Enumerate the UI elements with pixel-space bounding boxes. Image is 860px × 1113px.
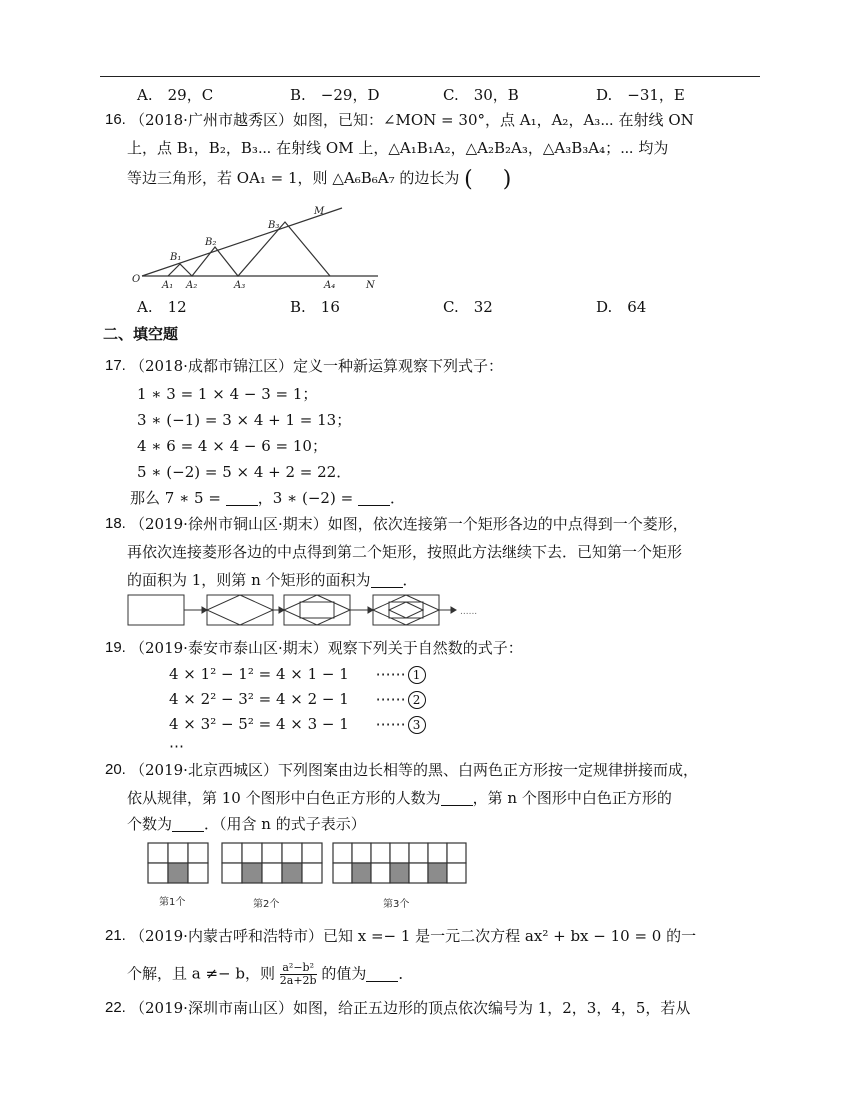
q18-line3-b: ． — [402, 571, 418, 589]
q16-option-a: A. 12 — [137, 298, 187, 316]
header-rule — [100, 76, 760, 77]
label-m: M — [314, 206, 325, 217]
q20-line2-a: 依从规律，第 10 个图形中白色正方形的人数为 — [127, 789, 441, 807]
q20-line3-b: ．（用含 n 的式子表示） — [204, 815, 366, 833]
q17-last-c: ． — [389, 489, 405, 507]
q19-number: 19. — [105, 639, 126, 656]
q17-last-line — [130, 488, 405, 508]
q18-figure — [127, 592, 497, 628]
option-c: C. 30，B — [443, 86, 519, 104]
q16-line3-text: 等边三角形，若 OA₁ = 1，则 △A₆B₆A₇ 的边长为 — [127, 169, 460, 187]
label-a4: A₄ — [324, 280, 336, 290]
label-b2: B₂ — [205, 237, 217, 248]
q21-line2 — [127, 962, 413, 987]
option-b: B. −29，D — [290, 86, 380, 104]
q21-line2-a: 个解，且 a ≠− b，则 — [127, 964, 275, 983]
q16-number: 16. — [105, 111, 126, 128]
q16-line1: （2018·广州市越秀区）如图，已知：∠MON = 30°，点 A₁，A₂，A₃⋯ 在射线 ON — [130, 111, 694, 129]
q20-figure — [145, 840, 475, 910]
q18-line1: （2019·徐州市铜山区·期末）如图，依次连接第一个矩形各边的中点得到一个菱形， — [130, 515, 688, 533]
q16-option-d: D. 64 — [596, 298, 647, 316]
q18-line2: 再依次连接菱形各边的中点得到第二个矩形，按照此方法继续下去．已知第一个矩形 — [127, 543, 683, 561]
q16-option-b: B. 16 — [290, 298, 340, 316]
label-b1: B₁ — [170, 252, 182, 263]
q17-expr4: 5 ∗ (−2) = 5 × 4 + 2 = 22． — [137, 463, 352, 481]
q20-line2 — [127, 788, 672, 808]
q20-line1: （2019·北京西城区）下列图案由边长相等的黑、白两色正方形按一定规律拼接而成， — [130, 761, 698, 779]
q20-line3-a: 个数为 — [127, 815, 173, 833]
q19-expr2 — [169, 689, 426, 709]
q20-line2-b: ，第 n 个图形中白色正方形的 — [472, 789, 672, 807]
answer-paren-open: ( — [464, 167, 473, 192]
q20-line3 — [127, 814, 366, 834]
q18-number: 18. — [105, 515, 126, 532]
circled-number: 3 — [408, 716, 426, 734]
section-heading: 二、填空题 — [103, 325, 179, 343]
fig-caption-3: 第3个 — [383, 899, 410, 910]
q19-line1: （2019·泰安市泰山区·期末）观察下列关于自然数的式子： — [130, 639, 523, 657]
q16-line2: 上，点 B₁，B₂，B₃⋯ 在射线 OM 上，△A₁B₁A₂，△A₂B₂A₃，△A₃B₃A₄；⋯ 均为 — [127, 139, 669, 157]
q18-line3-a: 的面积为 1，则第 n 个矩形的面积为 — [127, 571, 371, 589]
q16-line3 — [127, 168, 511, 190]
q19-expr1-text: 4 × 1² − 1² = 4 × 1 − 1 — [169, 665, 349, 683]
q21-line2-c: ． — [398, 964, 414, 983]
q17-last-b: ，3 ∗ (−2) = — [257, 489, 354, 507]
q19-ellipsis: ⋯ — [169, 737, 184, 755]
answer-blank[interactable] — [371, 573, 403, 588]
fraction — [280, 962, 317, 987]
q21-number: 21. — [105, 927, 126, 944]
label-a2: A₂ — [186, 280, 198, 290]
leader-dots: ⋯⋯ — [375, 665, 406, 683]
answer-blank[interactable] — [358, 491, 390, 506]
circled-number: 2 — [408, 691, 426, 709]
q17-expr1: 1 ∗ 3 = 1 × 4 − 3 = 1； — [137, 385, 318, 403]
option-d: D. −31，E — [596, 86, 685, 104]
q18-line3 — [127, 570, 418, 590]
answer-blank[interactable] — [172, 817, 204, 832]
fraction-denominator: 2a+2b — [279, 974, 317, 987]
q19-expr2-text: 4 × 2² − 3² = 4 × 2 − 1 — [169, 690, 349, 708]
label-o: O — [132, 274, 141, 285]
answer-blank[interactable] — [226, 491, 258, 506]
q17-last-a: 那么 7 ∗ 5 = — [130, 489, 221, 507]
q21-line1: （2019·内蒙古呼和浩特市）已知 x =− 1 是一元二次方程 ax² + bx − 10 = 0 的一 — [130, 927, 697, 945]
answer-blank[interactable] — [366, 967, 398, 982]
label-n: N — [366, 280, 375, 290]
answer-paren-close: ) — [502, 167, 512, 192]
q16-option-c: C. 32 — [443, 298, 493, 316]
label-a1: A₁ — [162, 280, 174, 290]
q17-line1: （2018·成都市锦江区）定义一种新运算观察下列式子： — [130, 357, 503, 375]
leader-dots: ⋯⋯ — [375, 715, 406, 733]
fig-caption-2: 第2个 — [253, 899, 280, 910]
q22-line1: （2019·深圳市南山区）如图，给正五边形的顶点依次编号为 1，2，3，4，5，若从 — [130, 999, 691, 1017]
q17-expr3: 4 ∗ 6 = 4 × 4 − 6 = 10； — [137, 437, 327, 455]
q19-expr3-text: 4 × 3² − 5² = 4 × 3 − 1 — [169, 715, 349, 733]
option-a: A. 29，C — [137, 86, 214, 104]
q17-expr2: 3 ∗ (−1) = 3 × 4 + 1 = 13； — [137, 411, 352, 429]
q21-line2-b: 的值为 — [321, 964, 367, 983]
fig-caption-1: 第1个 — [159, 897, 186, 908]
circled-number: 1 — [408, 666, 426, 684]
continuation-dots: ...... — [460, 607, 478, 617]
label-b3: B₃ — [268, 220, 280, 231]
label-a3: A₃ — [234, 280, 246, 290]
q20-number: 20. — [105, 761, 126, 778]
q19-expr3 — [169, 714, 426, 734]
q16-figure — [130, 200, 390, 290]
leader-dots: ⋯⋯ — [375, 690, 406, 708]
fraction-numerator: a²−b² — [280, 962, 317, 975]
q17-number: 17. — [105, 357, 126, 374]
q22-number: 22. — [105, 999, 126, 1016]
answer-blank[interactable] — [441, 791, 473, 806]
q19-expr1 — [169, 664, 426, 684]
